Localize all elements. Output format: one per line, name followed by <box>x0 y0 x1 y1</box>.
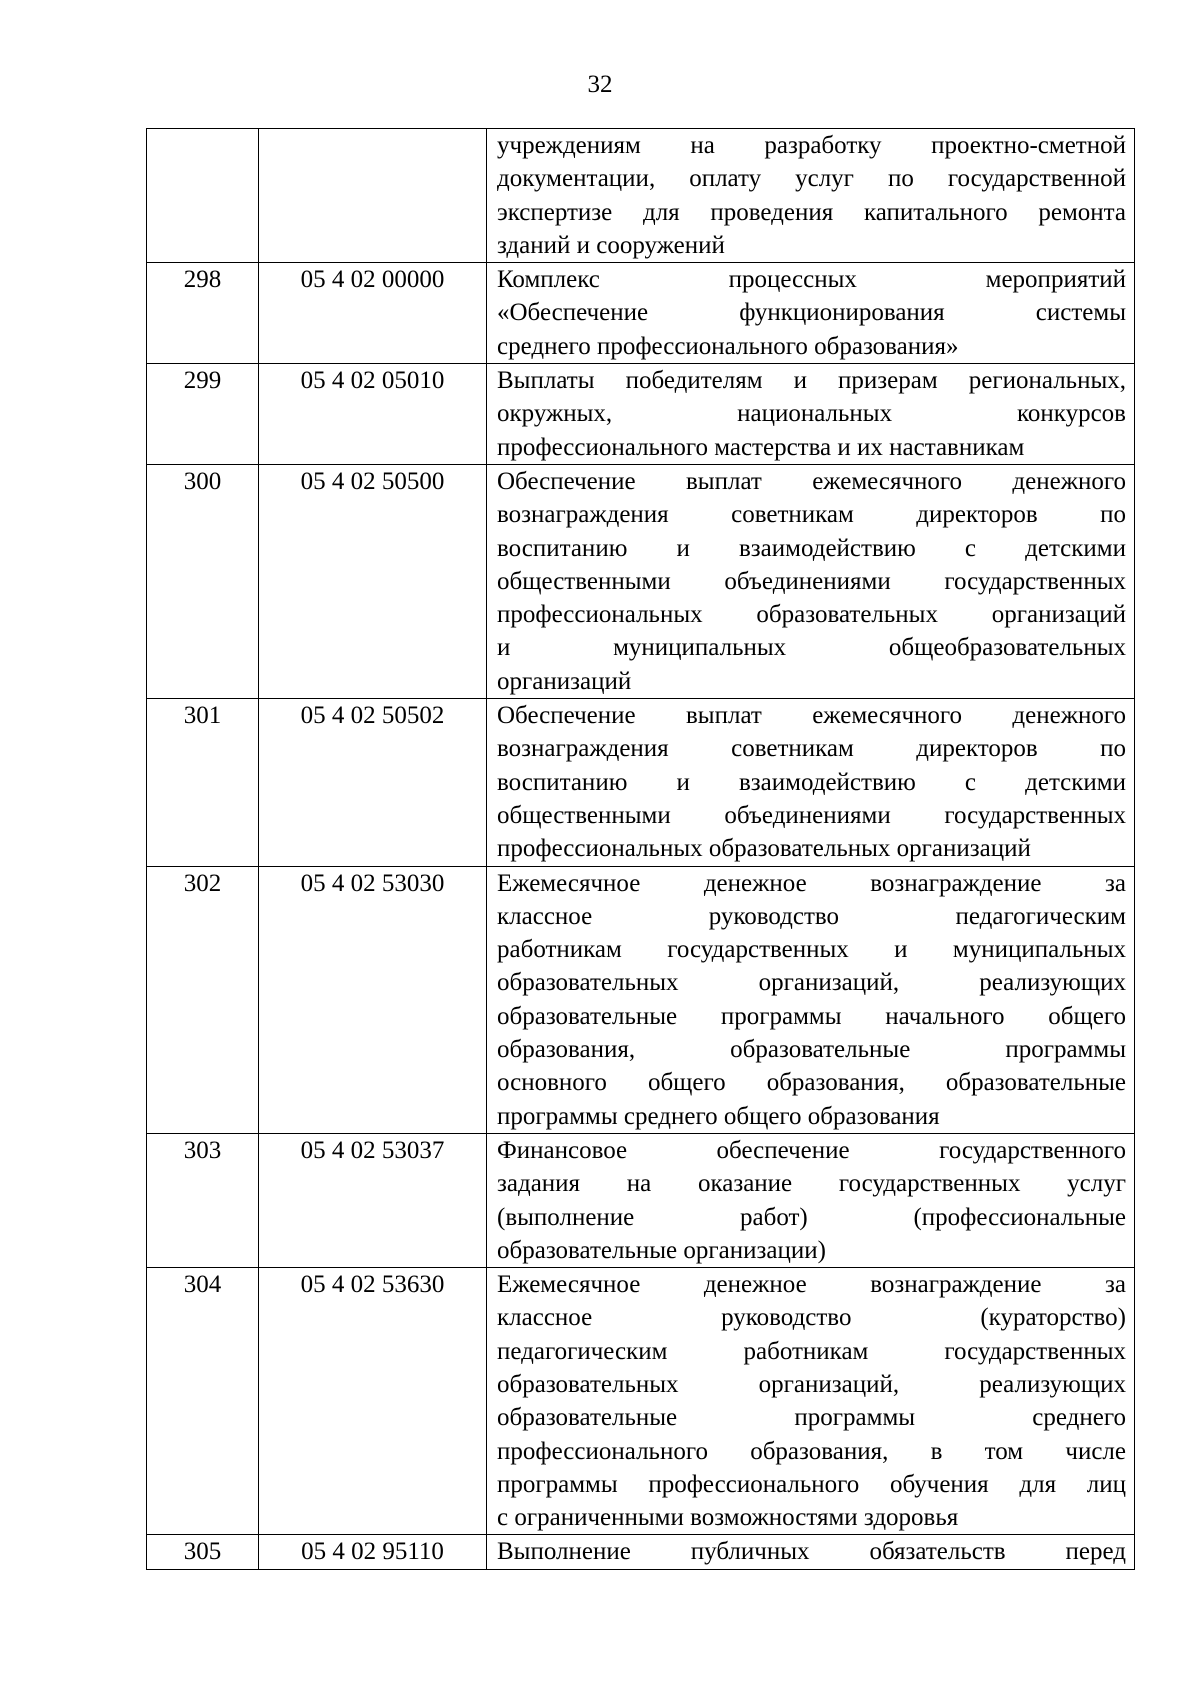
classification-code-cell: 05 4 02 50500 <box>259 464 487 698</box>
description-line: Обеспечение выплат ежемесячного денежного <box>497 467 1126 495</box>
description-line: общественными объединениями государственных <box>497 567 1126 595</box>
description-line: учреждениям на разработку проектно-сметной <box>497 132 1126 159</box>
description-line: образовательных организаций, реализующих <box>497 969 1126 997</box>
description-line: (выполнение работ) (профессиональные <box>497 1203 1126 1231</box>
table-row <box>147 129 1135 263</box>
table-row <box>147 699 1135 866</box>
row-number-cell: 301 <box>147 699 259 866</box>
description-line: профессионального образования, в том числе <box>497 1437 1126 1465</box>
description-line: программы профессионального обучения для лиц <box>497 1470 1126 1498</box>
description-line: образовательные программы среднего <box>497 1404 1126 1432</box>
description-line: классное руководство педагогическим <box>497 902 1126 930</box>
description-line: образовательные организации) <box>497 1236 826 1264</box>
description-line: работникам государственных и муниципальных <box>497 936 1126 964</box>
description-line: зданий и сооружений <box>497 231 725 259</box>
description-line: документации, оплату услуг по государственной <box>497 165 1126 193</box>
description-line: окружных, национальных конкурсов <box>497 400 1126 428</box>
row-number-cell: 299 <box>147 364 259 465</box>
budget-classification-table <box>146 128 1135 1570</box>
description-line: Выполнение публичных обязательств перед <box>497 1538 1126 1566</box>
table-row <box>147 1268 1135 1535</box>
row-number-cell <box>147 129 259 263</box>
description-cell <box>487 1268 1135 1535</box>
description-line: профессиональных образовательных организаций <box>497 835 1031 863</box>
description-line: организаций <box>497 667 632 695</box>
table-row <box>147 1133 1135 1267</box>
description-cell <box>487 263 1135 364</box>
description-line: вознаграждения советникам директоров по <box>497 501 1126 529</box>
description-line: Ежемесячное денежное вознаграждение за <box>497 1271 1126 1299</box>
classification-code-cell: 05 4 02 50502 <box>259 699 487 866</box>
description-line: педагогическим работникам государственных <box>497 1337 1126 1365</box>
description-line: экспертизе для проведения капитального ремонта <box>497 198 1126 226</box>
classification-code-cell: 05 4 02 95110 <box>259 1535 487 1569</box>
description-line: образования, образовательные программы <box>497 1036 1126 1064</box>
description-line: вознаграждения советникам директоров по <box>497 735 1126 763</box>
description-line: и муниципальных общеобразовательных <box>497 634 1126 662</box>
table-row <box>147 1535 1135 1569</box>
description-cell <box>487 866 1135 1133</box>
classification-code-cell: 05 4 02 00000 <box>259 263 487 364</box>
page-number: 32 <box>587 71 613 98</box>
classification-code-cell: 05 4 02 05010 <box>259 364 487 465</box>
row-number-cell: 303 <box>147 1133 259 1267</box>
description-line: Обеспечение выплат ежемесячного денежного <box>497 702 1126 730</box>
table-row <box>147 464 1135 698</box>
classification-code-cell <box>259 129 487 263</box>
description-line: общественными объединениями государственных <box>497 801 1126 829</box>
description-cell <box>487 129 1135 263</box>
description-cell <box>487 1535 1135 1569</box>
description-line: среднего профессионального образования» <box>497 332 959 360</box>
table-row <box>147 364 1135 465</box>
description-cell <box>487 1133 1135 1267</box>
description-line: воспитанию и взаимодействию с детскими <box>497 534 1126 562</box>
classification-code-cell: 05 4 02 53037 <box>259 1133 487 1267</box>
description-line: программы среднего общего образования <box>497 1102 940 1130</box>
description-line: Комплекс процессных мероприятий <box>497 266 1126 294</box>
table-row <box>147 866 1135 1133</box>
table-body <box>147 129 1135 1570</box>
description-cell <box>487 699 1135 866</box>
description-line: образовательные программы начального общего <box>497 1002 1126 1030</box>
description-line: Выплаты победителям и призерам региональных, <box>497 367 1126 395</box>
classification-code-cell: 05 4 02 53630 <box>259 1268 487 1535</box>
description-line: воспитанию и взаимодействию с детскими <box>497 768 1126 796</box>
description-line: профессионального мастерства и их наставникам <box>497 433 1025 461</box>
description-line: задания на оказание государственных услуг <box>497 1170 1126 1198</box>
description-line: с ограниченными возможностями здоровья <box>497 1504 959 1532</box>
description-line: основного общего образования, образовательные <box>497 1069 1126 1097</box>
table-row <box>147 263 1135 364</box>
row-number-cell: 302 <box>147 866 259 1133</box>
row-number-cell: 304 <box>147 1268 259 1535</box>
row-number-cell: 305 <box>147 1535 259 1569</box>
description-line: Ежемесячное денежное вознаграждение за <box>497 869 1126 897</box>
description-cell <box>487 464 1135 698</box>
row-number-cell: 300 <box>147 464 259 698</box>
classification-code-cell: 05 4 02 53030 <box>259 866 487 1133</box>
description-cell <box>487 364 1135 465</box>
description-line: образовательных организаций, реализующих <box>497 1370 1126 1398</box>
row-number-cell: 298 <box>147 263 259 364</box>
description-line: «Обеспечение функционирования системы <box>497 299 1126 327</box>
description-line: классное руководство (кураторство) <box>497 1304 1126 1332</box>
description-line: Финансовое обеспечение государственного <box>497 1136 1126 1164</box>
description-line: профессиональных образовательных организаций <box>497 601 1126 629</box>
